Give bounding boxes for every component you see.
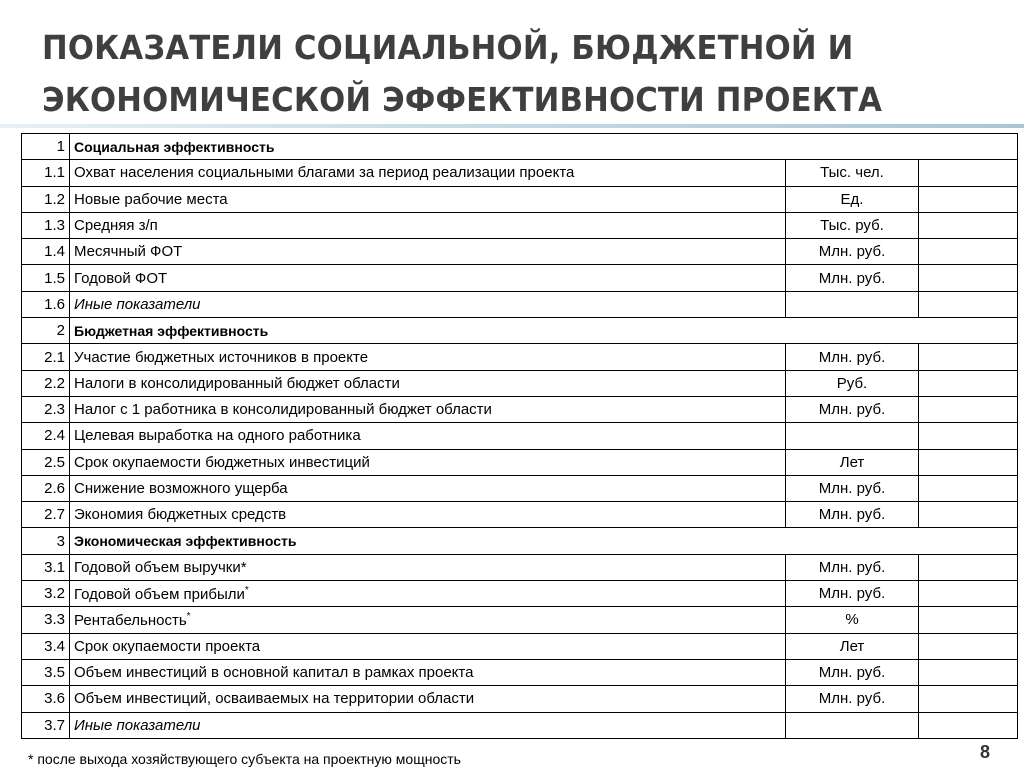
table-row [22,502,1018,528]
indicator-name [70,633,786,659]
table-row [22,475,1018,501]
table-row [22,659,1018,685]
indicator-name-text: Годовой ФОТ [74,269,168,287]
row-number: 2.6 [22,475,70,501]
table-row [22,686,1018,712]
indicator-name-text: Объем инвестиций в основной капитал в рамках проекта [74,664,474,682]
indicator-name [70,212,786,238]
unit-cell: Руб. [786,370,919,396]
value-cell [919,686,1018,712]
table-row [22,186,1018,212]
indicator-name [70,396,786,422]
row-number: 3 [22,528,70,554]
table-row [22,581,1018,607]
indicator-name-text: Налоги в консолидированный бюджет области [74,374,400,392]
row-number: 2.4 [22,423,70,449]
indicator-name-text: Годовой объем прибыли [74,585,245,603]
value-cell [919,659,1018,685]
indicator-name [70,475,786,501]
row-number: 2.1 [22,344,70,370]
unit-cell: % [786,607,919,633]
indicator-name-text: Срок окупаемости бюджетных инвестиций [74,453,370,471]
metrics-table [21,133,1018,739]
table-row [22,370,1018,396]
indicator-name [70,423,786,449]
indicator-name-text: Срок окупаемости проекта [74,637,261,655]
value-cell [919,370,1018,396]
row-number: 3.7 [22,712,70,738]
unit-cell: Млн. руб. [786,554,919,580]
value-cell [919,712,1018,738]
unit-cell: Млн. руб. [786,344,919,370]
slide-title [42,22,935,126]
row-number: 1.1 [22,160,70,186]
indicator-name-text: Годовой объем выручки* [74,558,247,576]
indicator-name [70,265,786,291]
value-cell [919,423,1018,449]
row-number: 3.2 [22,581,70,607]
indicator-name [70,291,786,317]
indicator-name [70,581,786,607]
unit-cell [786,423,919,449]
indicator-name-text: Иные показатели [74,295,201,313]
row-number: 1.5 [22,265,70,291]
value-cell [919,633,1018,659]
indicator-name-text: Охват населения социальными благами за период реализации проекта [74,164,575,182]
table-row [22,239,1018,265]
table-row [22,712,1018,738]
indicator-name [70,239,786,265]
indicator-name-text: Объем инвестиций, осваиваемых на территории области [74,690,475,708]
value-cell [919,396,1018,422]
row-number: 3.4 [22,633,70,659]
unit-cell [786,291,919,317]
indicator-name [70,659,786,685]
indicator-name-text: Рентабельность [74,611,187,629]
unit-cell: Млн. руб. [786,502,919,528]
row-number: 1.3 [22,212,70,238]
slide-title-line-2: ЭКОНОМИЧЕСКОЙ ЭФФЕКТИВНОСТИ ПРОЕКТА [42,80,883,119]
indicator-name-text: Экономия бюджетных средств [74,506,287,524]
row-number: 2.3 [22,396,70,422]
unit-cell: Лет [786,633,919,659]
value-cell [919,449,1018,475]
title-divider [0,124,1024,128]
row-number: 3.6 [22,686,70,712]
unit-cell: Лет [786,449,919,475]
value-cell [919,581,1018,607]
value-cell [919,502,1018,528]
indicator-name [70,160,786,186]
unit-cell: Млн. руб. [786,265,919,291]
table-row [22,160,1018,186]
indicator-name [70,712,786,738]
indicator-name [70,686,786,712]
indicator-name [70,607,786,633]
footnote-marker: * [186,610,191,622]
row-number: 2.2 [22,370,70,396]
indicator-name [70,186,786,212]
indicator-name-text: Социальная эффективность [74,138,275,155]
slide-title-line-1: ПОКАЗАТЕЛИ СОЦИАЛЬНОЙ, БЮДЖЕТНОЙ И [42,28,854,67]
unit-cell: Млн. руб. [786,659,919,685]
value-cell [919,291,1018,317]
unit-cell: Млн. руб. [786,581,919,607]
row-number: 3.3 [22,607,70,633]
indicator-name [70,318,1018,344]
unit-cell: Ед. [786,186,919,212]
table-row [22,607,1018,633]
indicator-name-text: Иные показатели [74,716,201,734]
indicator-name-text: Экономическая эффективность [74,533,297,550]
indicator-name [70,370,786,396]
table-row [22,265,1018,291]
indicator-name [70,449,786,475]
footnote: * после выхода хозяйствующего субъекта на проектную мощность [28,751,461,767]
row-number: 3.5 [22,659,70,685]
unit-cell: Тыс. чел. [786,160,919,186]
indicator-name-text: Целевая выработка на одного работника [74,427,361,445]
indicator-name-text: Снижение возможного ущерба [74,480,288,497]
table-row [22,344,1018,370]
section-row [22,134,1018,160]
indicator-name [70,344,786,370]
indicator-name-text: Месячный ФОТ [74,243,183,261]
table-row [22,449,1018,475]
indicator-name [70,554,786,580]
indicator-name-text: Бюджетная эффективность [74,322,269,339]
value-cell [919,475,1018,501]
row-number: 3.1 [22,554,70,580]
indicator-name-text: Средняя з/п [74,217,158,235]
value-cell [919,186,1018,212]
indicator-name [70,528,1018,554]
value-cell [919,212,1018,238]
row-number: 1.4 [22,239,70,265]
table-row [22,423,1018,449]
table-row [22,396,1018,422]
table-row [22,291,1018,317]
unit-cell: Млн. руб. [786,239,919,265]
indicator-name-text: Налог с 1 работника в консолидированный бюджет области [74,401,492,419]
indicator-name [70,502,786,528]
unit-cell: Тыс. руб. [786,212,919,238]
row-number: 1.2 [22,186,70,212]
indicator-name-text: Участие бюджетных источников в проекте [74,348,369,366]
unit-cell [786,712,919,738]
value-cell [919,554,1018,580]
table-row [22,212,1018,238]
page-number: 8 [979,742,990,762]
indicator-name-text: Новые рабочие места [74,190,228,208]
unit-cell: Млн. руб. [786,475,919,501]
value-cell [919,265,1018,291]
table-row [22,633,1018,659]
footnote-marker: * [244,584,249,596]
value-cell [919,239,1018,265]
row-number: 2 [22,318,70,344]
unit-cell: Млн. руб. [786,686,919,712]
value-cell [919,344,1018,370]
section-row [22,528,1018,554]
row-number: 2.7 [22,502,70,528]
row-number: 1.6 [22,291,70,317]
row-number: 2.5 [22,449,70,475]
unit-cell: Млн. руб. [786,396,919,422]
indicator-name [70,134,1018,160]
metrics-table-body [22,134,1018,739]
value-cell [919,160,1018,186]
table-row [22,554,1018,580]
section-row [22,318,1018,344]
value-cell [919,607,1018,633]
row-number: 1 [22,134,70,160]
